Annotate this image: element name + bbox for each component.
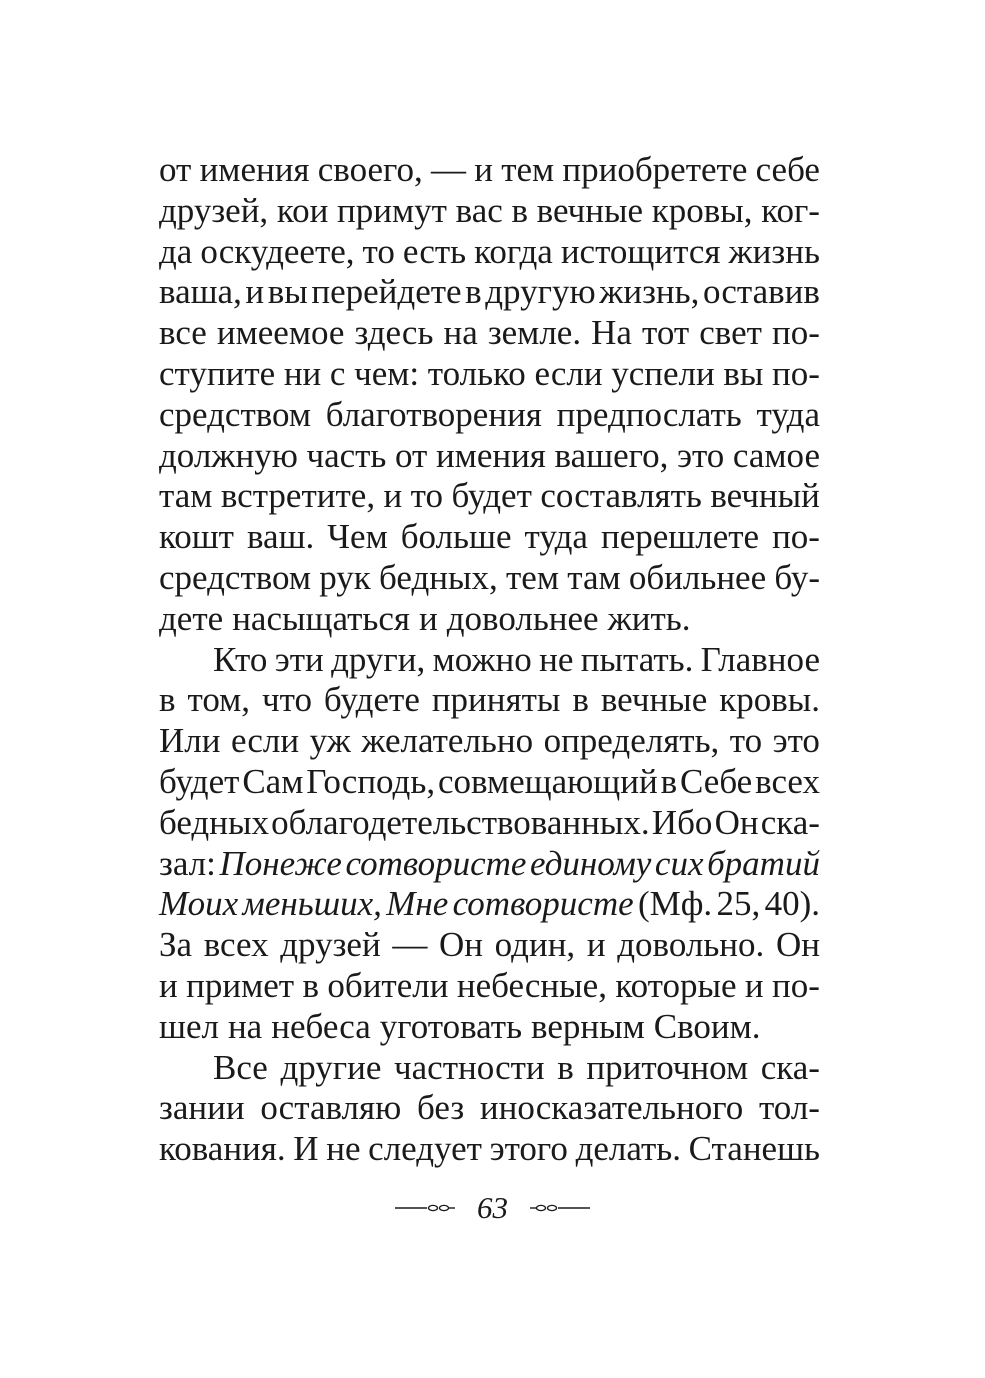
word: облагодетельствованных. bbox=[271, 802, 650, 842]
word: если bbox=[534, 353, 603, 393]
word: встретите, bbox=[220, 476, 376, 516]
word: на bbox=[443, 313, 478, 353]
word: тол- bbox=[758, 1088, 820, 1128]
word: перешлете bbox=[600, 517, 760, 557]
text-line bbox=[159, 844, 820, 885]
word: Станешь bbox=[688, 1129, 820, 1169]
word: насыщаться bbox=[232, 598, 410, 638]
word: в bbox=[557, 1047, 574, 1087]
word: там bbox=[567, 557, 621, 597]
word: тем bbox=[506, 557, 559, 597]
word: успели bbox=[611, 353, 715, 393]
word: не bbox=[326, 1129, 361, 1169]
text-line bbox=[159, 925, 820, 966]
quote-word: Понеже bbox=[219, 843, 342, 883]
text-line bbox=[159, 640, 820, 681]
text-line bbox=[159, 232, 820, 273]
text-line bbox=[159, 1048, 820, 1089]
word: примет bbox=[186, 965, 295, 1005]
word: Господь, bbox=[306, 761, 436, 801]
word: ска- bbox=[760, 1047, 820, 1087]
word: бу- bbox=[774, 557, 820, 597]
word: — bbox=[431, 150, 467, 189]
word: дете bbox=[159, 598, 224, 638]
word: все bbox=[159, 313, 207, 353]
text-line bbox=[159, 150, 820, 191]
text-line bbox=[159, 599, 820, 640]
word: 40). bbox=[764, 884, 820, 924]
word: 25, bbox=[716, 884, 761, 924]
word: довольнее bbox=[446, 598, 599, 638]
quote-word: братий bbox=[707, 843, 820, 883]
quote-word: меньших, bbox=[242, 884, 382, 924]
text-line bbox=[159, 1088, 820, 1129]
word: в bbox=[572, 680, 589, 720]
word: будет bbox=[159, 761, 240, 801]
word: ког- bbox=[761, 190, 820, 230]
word: кровы. bbox=[719, 680, 820, 720]
body-text bbox=[159, 150, 820, 1170]
word: вечные bbox=[600, 680, 708, 720]
word: здесь bbox=[354, 313, 434, 353]
word: шел bbox=[159, 1006, 219, 1046]
word: по- bbox=[772, 517, 820, 557]
word: перейдете bbox=[311, 272, 462, 312]
word: Кто bbox=[213, 639, 268, 679]
page-number: 63 bbox=[477, 1190, 508, 1225]
word: Он bbox=[439, 925, 484, 965]
word: кошт bbox=[159, 517, 234, 557]
word: вашего, bbox=[554, 435, 669, 475]
word: и bbox=[586, 925, 606, 965]
word: и bbox=[383, 476, 403, 516]
word: обильнее bbox=[628, 557, 767, 597]
word: том, bbox=[187, 680, 251, 720]
word: примут bbox=[337, 190, 447, 230]
word: приобретете bbox=[562, 150, 748, 189]
word: своего, bbox=[317, 150, 423, 189]
word: обители bbox=[327, 965, 449, 1005]
word: За bbox=[159, 925, 193, 965]
page-footer bbox=[0, 1188, 985, 1228]
word: и bbox=[744, 965, 764, 1005]
text-line bbox=[159, 762, 820, 803]
word: кования. bbox=[159, 1129, 286, 1169]
word: по- bbox=[772, 965, 820, 1005]
word: больше bbox=[400, 517, 512, 557]
word: уж bbox=[309, 721, 351, 761]
word: вы bbox=[267, 272, 308, 312]
word: следует bbox=[368, 1129, 482, 1169]
word: истощится bbox=[560, 231, 721, 271]
right-ornament-icon bbox=[530, 1201, 590, 1215]
word: в bbox=[511, 190, 528, 230]
word: зании bbox=[159, 1088, 245, 1128]
word: то bbox=[410, 476, 444, 516]
word: в bbox=[302, 965, 319, 1005]
word: кровы, bbox=[651, 190, 753, 230]
word: то bbox=[729, 721, 763, 761]
word: На bbox=[591, 313, 632, 353]
word: жизнь, bbox=[599, 272, 700, 312]
word: да bbox=[159, 231, 193, 271]
word: совмещающий bbox=[437, 761, 658, 801]
quote-word: Мне bbox=[386, 884, 449, 924]
word: бедных bbox=[159, 802, 269, 842]
word: туда bbox=[756, 394, 820, 434]
word: пытать. bbox=[580, 639, 694, 679]
word: по- bbox=[772, 353, 820, 393]
word: тем bbox=[501, 150, 555, 189]
word: жить. bbox=[607, 598, 691, 638]
text-line bbox=[159, 395, 820, 436]
word: вы bbox=[723, 353, 764, 393]
text-line bbox=[159, 884, 820, 925]
word: от bbox=[159, 150, 192, 189]
word: И bbox=[293, 1129, 319, 1169]
text-line bbox=[159, 1129, 820, 1170]
word: верным bbox=[531, 1006, 645, 1046]
word: ваша, bbox=[159, 272, 242, 312]
text-line bbox=[159, 680, 820, 721]
word: Себе bbox=[680, 761, 753, 801]
word: и bbox=[474, 150, 493, 189]
word: туда bbox=[524, 517, 588, 557]
quote-word: Моих bbox=[159, 884, 239, 924]
word: зал: bbox=[159, 843, 216, 883]
word: если bbox=[230, 721, 300, 761]
left-ornament-icon bbox=[395, 1201, 455, 1215]
text-line bbox=[159, 191, 820, 232]
word: приточном bbox=[586, 1047, 749, 1087]
word: (Мф. bbox=[637, 884, 713, 924]
word: имеемое bbox=[216, 313, 345, 353]
word: уготовать bbox=[379, 1006, 523, 1046]
word: будет bbox=[451, 476, 532, 516]
word: рук bbox=[319, 557, 371, 597]
word: что bbox=[262, 680, 312, 720]
quote-word: сотвористе bbox=[345, 843, 527, 883]
word: частности bbox=[394, 1047, 545, 1087]
word: не bbox=[539, 639, 574, 679]
word: вас bbox=[455, 190, 503, 230]
text-line bbox=[159, 558, 820, 599]
word: други, bbox=[331, 639, 426, 679]
word: в bbox=[465, 272, 482, 312]
text-line bbox=[159, 966, 820, 1007]
word: будете bbox=[323, 680, 420, 720]
text-line bbox=[159, 1007, 820, 1048]
word: должную bbox=[159, 435, 298, 475]
word: это bbox=[676, 435, 725, 475]
word: небеса bbox=[271, 1006, 371, 1046]
word: вечный bbox=[710, 476, 820, 516]
text-line bbox=[159, 517, 820, 558]
word: с bbox=[329, 353, 346, 393]
word: только bbox=[427, 353, 526, 393]
word: благотворения bbox=[325, 394, 542, 434]
word: от bbox=[395, 435, 428, 475]
word: ваш. bbox=[246, 517, 315, 557]
word: Он bbox=[775, 925, 820, 965]
word: всех bbox=[755, 761, 820, 801]
word: этого bbox=[489, 1129, 568, 1169]
word: имения bbox=[435, 435, 546, 475]
quote-word: сих bbox=[654, 843, 704, 883]
quote-word: единому bbox=[530, 843, 652, 883]
word: ступите bbox=[159, 353, 276, 393]
text-line bbox=[159, 803, 820, 844]
word: бедных, bbox=[379, 557, 498, 597]
quote-word: сотвористе bbox=[452, 884, 634, 924]
word: чем: bbox=[354, 353, 420, 393]
word: один, bbox=[494, 925, 576, 965]
word: которые bbox=[615, 965, 737, 1005]
text-line bbox=[159, 354, 820, 395]
word: желательно bbox=[361, 721, 534, 761]
word: на bbox=[227, 1006, 263, 1046]
word: и bbox=[245, 272, 265, 312]
word: оставляю bbox=[260, 1088, 402, 1128]
word: то bbox=[362, 231, 395, 271]
word: Чем bbox=[327, 517, 388, 557]
word: делать. bbox=[575, 1129, 682, 1169]
word: там bbox=[159, 476, 213, 516]
word: есть bbox=[402, 231, 467, 271]
word: всех bbox=[203, 925, 269, 965]
word: часть bbox=[306, 435, 387, 475]
word: земле. bbox=[487, 313, 582, 353]
word: свет bbox=[699, 313, 762, 353]
word: в bbox=[660, 761, 678, 801]
word: Или bbox=[159, 721, 221, 761]
word: можно bbox=[432, 639, 532, 679]
word: приняты bbox=[431, 680, 561, 720]
word: друзей bbox=[280, 925, 381, 965]
word: оскудеете, bbox=[200, 231, 355, 271]
word: в bbox=[159, 680, 176, 720]
word: и bbox=[418, 598, 438, 638]
text-line bbox=[159, 721, 820, 762]
text-line bbox=[159, 436, 820, 477]
text-line bbox=[159, 313, 820, 354]
word: средством bbox=[159, 394, 312, 434]
word: тот bbox=[642, 313, 690, 353]
word: другую bbox=[485, 272, 596, 312]
word: иносказательного bbox=[479, 1088, 744, 1128]
word: имения bbox=[199, 150, 310, 189]
word: ни bbox=[283, 353, 322, 393]
word: определять, bbox=[543, 721, 720, 761]
word: и bbox=[159, 965, 178, 1005]
word: без bbox=[417, 1088, 465, 1128]
word: себе bbox=[755, 150, 820, 189]
word: Своим. bbox=[653, 1006, 761, 1046]
word: друзей, bbox=[159, 190, 269, 230]
word: самое bbox=[732, 435, 820, 475]
word: — bbox=[392, 925, 428, 965]
word: небесные, bbox=[456, 965, 607, 1005]
word: Главное bbox=[700, 639, 820, 679]
word: Он bbox=[714, 802, 759, 842]
word: вечные bbox=[536, 190, 644, 230]
word: составлять bbox=[540, 476, 702, 516]
word: предпослать bbox=[556, 394, 742, 434]
word: Ибо bbox=[651, 802, 713, 842]
word: довольно. bbox=[617, 925, 765, 965]
word: средством bbox=[159, 557, 312, 597]
word: жизнь bbox=[728, 231, 820, 271]
text-line bbox=[159, 476, 820, 517]
word: Все bbox=[213, 1047, 268, 1087]
word: эти bbox=[274, 639, 324, 679]
text-line bbox=[159, 272, 820, 313]
word: когда bbox=[474, 231, 553, 271]
word: оставив bbox=[702, 272, 820, 312]
word: кои bbox=[276, 190, 329, 230]
word: это bbox=[772, 721, 820, 761]
word: Сам bbox=[242, 761, 304, 801]
word: по- bbox=[772, 313, 820, 353]
word: ска- bbox=[760, 802, 820, 842]
word: другие bbox=[280, 1047, 382, 1087]
